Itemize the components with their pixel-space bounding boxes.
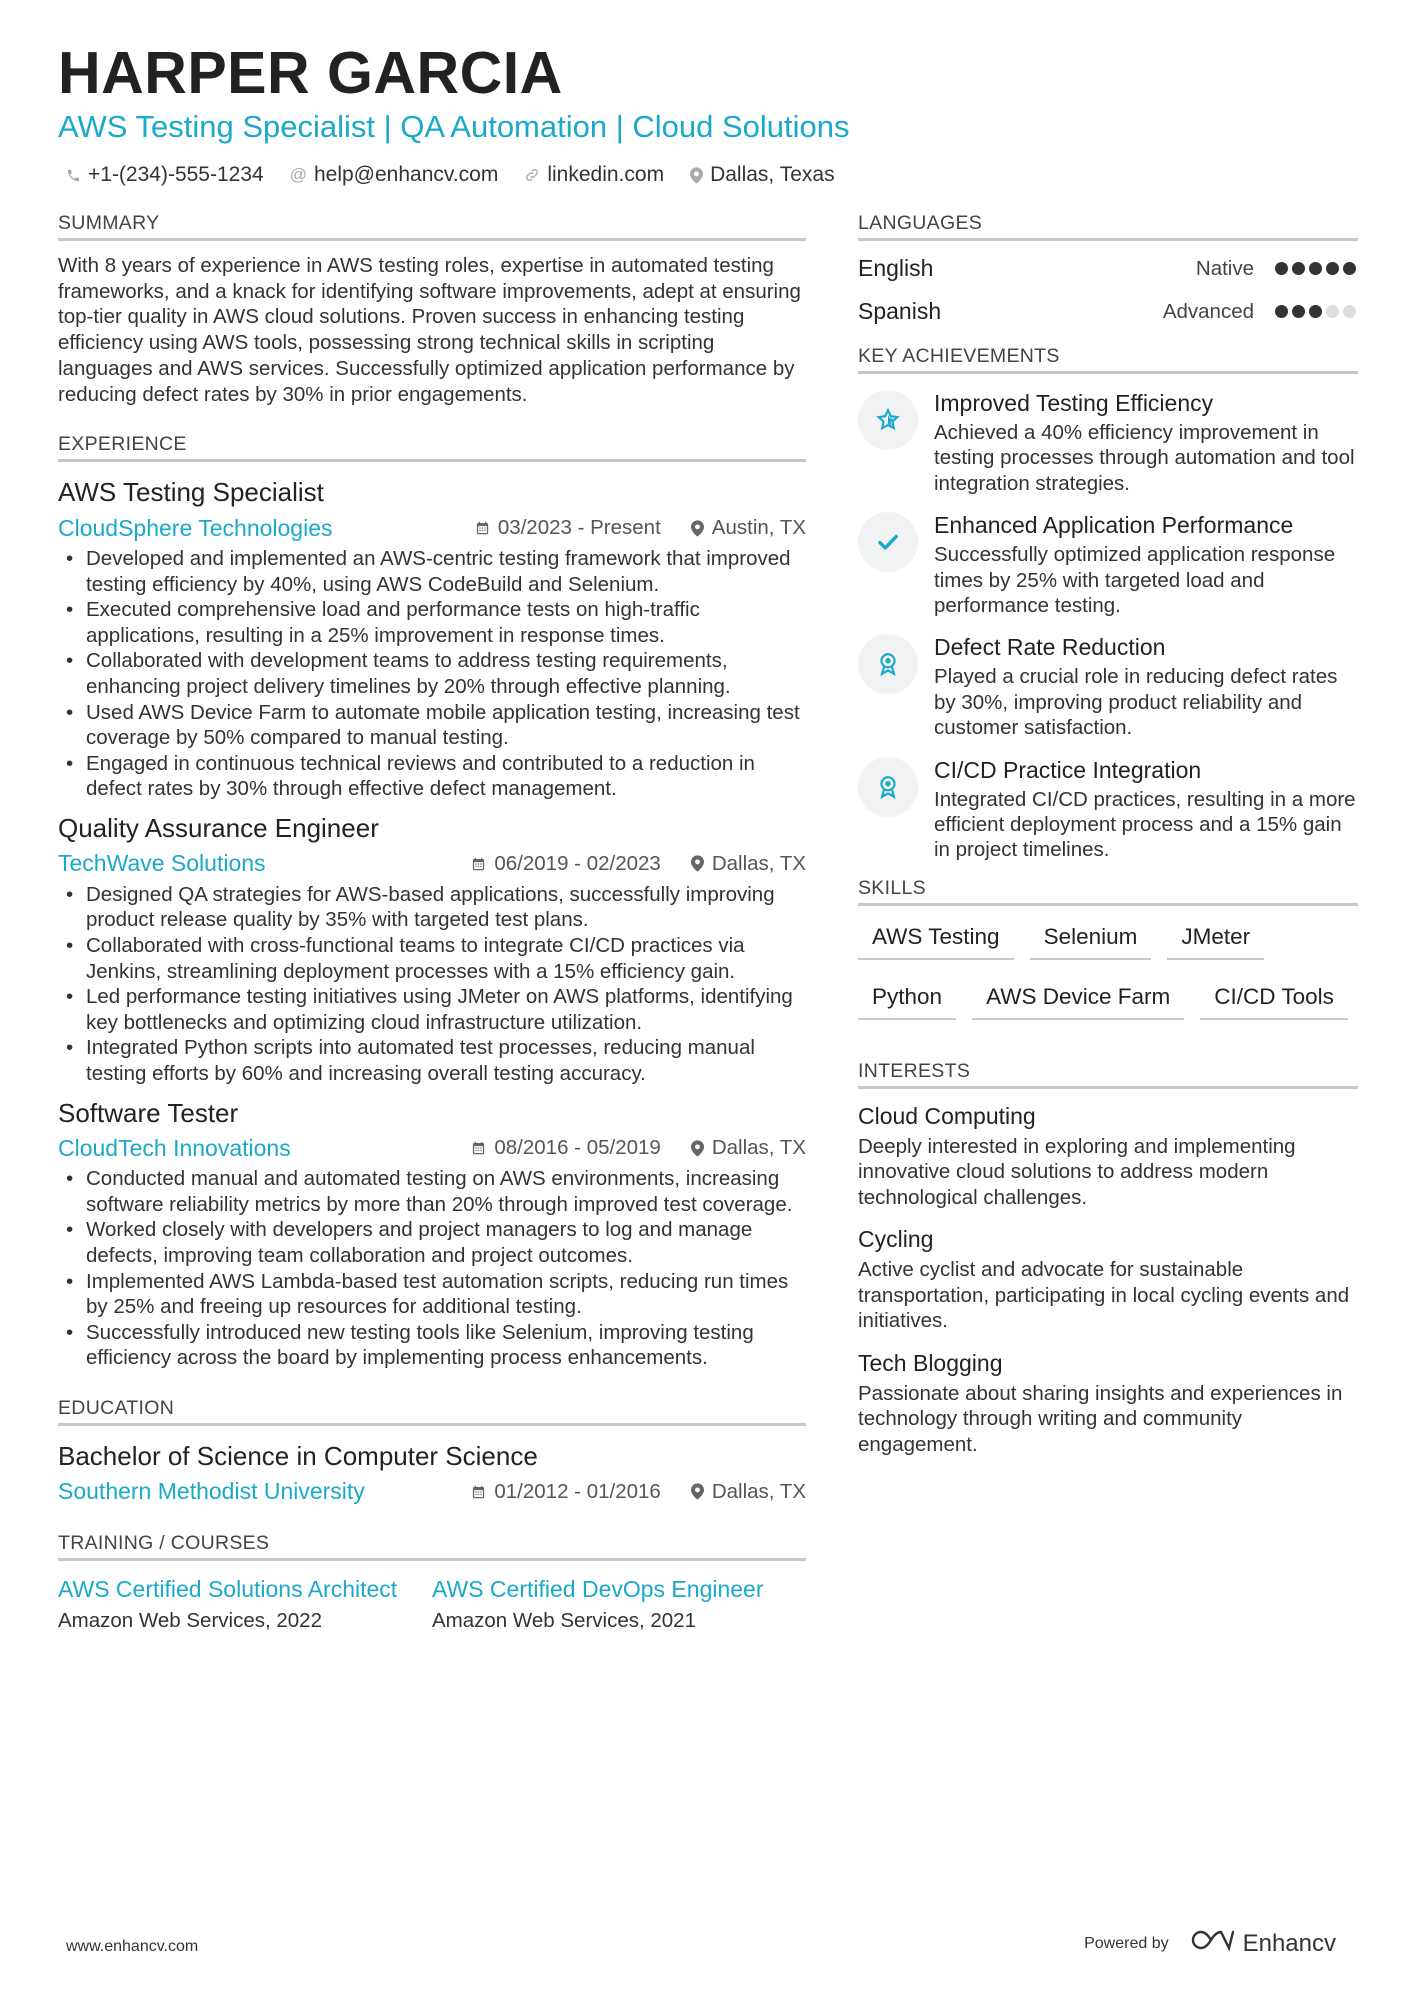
achievement-desc: Achieved a 40% efficiency improvement in testing processes through automation and tool integration strategies. [934, 421, 1355, 495]
location-pin-icon [691, 520, 704, 537]
languages-heading: LANGUAGES [858, 212, 1358, 241]
interest-item [858, 1224, 1358, 1334]
achievement-body [934, 632, 1358, 740]
education-heading: EDUCATION [58, 1397, 806, 1426]
experience-item [58, 476, 806, 802]
skill-tag: JMeter [1167, 918, 1264, 960]
location-pin-icon [691, 1140, 704, 1157]
phone-text[interactable]: +1-(234)-555-1234 [88, 163, 264, 186]
training-heading: TRAINING / COURSES [58, 1532, 806, 1561]
job-location [691, 1136, 806, 1160]
footer-website[interactable]: www.enhancv.com [66, 1938, 199, 1955]
job-dates [475, 516, 661, 540]
course-item [432, 1575, 806, 1633]
achievement-body [934, 755, 1358, 863]
powered-by-label: Powered by [1084, 1934, 1169, 1952]
skills-heading: SKILLS [858, 877, 1358, 906]
email-link[interactable]: help@enhancv.com [313, 163, 499, 186]
calendar-icon [471, 856, 486, 872]
skill-tag: AWS Testing [858, 918, 1014, 960]
rating-dot-filled [1309, 262, 1322, 275]
candidate-name: HARPER GARCIA [58, 40, 563, 106]
education-location-text: Dallas, TX [711, 1479, 806, 1503]
skill-tag: CI/CD Tools [1200, 978, 1348, 1020]
left-column [58, 212, 806, 1633]
rating-dot-filled [1275, 262, 1288, 275]
rating-dot-filled [1343, 262, 1356, 275]
interest-title: Cycling [858, 1226, 934, 1253]
check-icon [858, 512, 918, 572]
interests-heading: INTERESTS [858, 1060, 1358, 1089]
course-title: AWS Certified Solutions Architect [58, 1575, 398, 1602]
enhancv-logo-icon [1191, 1928, 1235, 1959]
company-name: CloudTech Innovations [58, 1134, 291, 1161]
course-title: AWS Certified DevOps Engineer [432, 1575, 764, 1602]
education-dates-text: 01/2012 - 01/2016 [494, 1479, 661, 1503]
bullet-item: • Implemented AWS Lambda-based test automation scripts, reducing run times by 25% and freeing up resources for additional testing. [58, 1269, 806, 1320]
education-location [691, 1480, 806, 1504]
bullet-item: • Conducted manual and automated testing on AWS environments, increasing software reliability metrics by more than 20% through improved test coverage. [58, 1166, 806, 1217]
job-title: AWS Testing Specialist [58, 477, 324, 508]
experience-item [58, 812, 806, 1087]
job-dates-text: 06/2019 - 02/2023 [494, 851, 661, 875]
job-bullets [58, 546, 806, 802]
job-location-text: Austin, TX [711, 516, 806, 540]
job-location [691, 516, 806, 540]
experience-item [58, 1097, 806, 1372]
achievement-item [858, 510, 1358, 618]
rating-dot-empty [1326, 305, 1339, 318]
education-dates [471, 1480, 660, 1504]
job-meta [58, 846, 806, 882]
bullet-item: • Collaborated with development teams to address testing requirements, enhancing project delivery timelines by 20% through effective planning. [58, 648, 806, 699]
job-location-text: Dallas, TX [711, 1136, 806, 1160]
company-name: TechWave Solutions [58, 850, 266, 877]
link-icon [524, 167, 540, 183]
job-meta [58, 510, 806, 546]
job-location [691, 852, 806, 876]
headline: AWS Testing Specialist | QA Automation | Cloud Solutions [58, 109, 850, 144]
phone-icon [66, 168, 81, 183]
job-dates-text: 08/2016 - 05/2019 [494, 1136, 661, 1160]
job-location-text: Dallas, TX [711, 851, 806, 875]
at-icon: @ [289, 165, 307, 184]
achievement-desc: Integrated CI/CD practices, resulting in a more efficient deployment process and a 15% gain in project timelines. [934, 787, 1356, 862]
rating-dot-filled [1275, 305, 1288, 318]
bullet-item: • Collaborated with cross-functional teams to integrate CI/CD practices via Jenkins, streamlining deployment processes with a 15% efficiency gain. [58, 933, 806, 984]
interest-desc: Passionate about sharing insights and experiences in technology through writing and community engagement. [858, 1381, 1343, 1456]
achievement-desc: Played a crucial role in reducing defect rates by 30%, improving product reliability and customer satisfaction. [934, 665, 1338, 740]
courses-list [58, 1575, 806, 1633]
footer-branding [1084, 1928, 1336, 1959]
right-column [858, 212, 1358, 1471]
job-meta [58, 1130, 806, 1166]
achievement-title: Enhanced Application Performance [934, 512, 1294, 539]
achievement-title: Defect Rate Reduction [934, 634, 1166, 661]
language-rating [1275, 262, 1356, 275]
contact-phone [66, 163, 264, 187]
calendar-icon [471, 1140, 486, 1156]
skill-tag: Python [858, 978, 956, 1020]
brand-logo[interactable] [1191, 1928, 1336, 1959]
company-name: CloudSphere Technologies [58, 514, 333, 541]
language-item [858, 247, 1358, 290]
language-name: Spanish [858, 298, 942, 324]
achievement-title: CI/CD Practice Integration [934, 756, 1202, 783]
language-level: Advanced [1162, 299, 1254, 323]
language-level: Native [1195, 256, 1254, 280]
achievement-body [934, 510, 1358, 618]
achievement-body [934, 388, 1358, 496]
job-dates-text: 03/2023 - Present [497, 516, 661, 540]
education-item [58, 1440, 806, 1510]
bullet-item: • Engaged in continuous technical reviews and contributed to a reduction in defect rates by 30% through effective defect management. [58, 751, 806, 802]
interest-item [858, 1101, 1358, 1211]
experience-heading: EXPERIENCE [58, 433, 806, 462]
bullet-item: • Successfully introduced new testing tools like Selenium, improving testing efficiency across the board by implementing process enhancements. [58, 1320, 806, 1371]
star-icon [858, 390, 918, 450]
language-rating [1275, 305, 1356, 318]
rating-dot-filled [1326, 262, 1339, 275]
rating-dot-filled [1292, 305, 1305, 318]
calendar-icon [471, 1484, 486, 1500]
achievement-desc: Successfully optimized application response times by 25% with targeted load and performance testing. [934, 543, 1336, 618]
achievement-title: Improved Testing Efficiency [934, 390, 1214, 416]
calendar-icon [475, 520, 490, 536]
education-meta [58, 1474, 806, 1510]
job-dates [471, 852, 660, 876]
job-dates [471, 1136, 660, 1160]
skills-list [858, 918, 1358, 1020]
location-pin-icon [690, 167, 703, 184]
contact-location [690, 163, 835, 187]
rating-dot-empty [1343, 305, 1356, 318]
bullet-item: • Used AWS Device Farm to automate mobile application testing, increasing test coverage by 50% compared to manual testing. [58, 700, 806, 751]
brand-name: Enhancv [1242, 1929, 1336, 1957]
location-text: Dallas, Texas [710, 163, 835, 186]
job-meta-right [471, 846, 806, 882]
school-name: Southern Methodist University [58, 1478, 365, 1505]
language-name: English [858, 255, 934, 281]
bullet-item: • Executed comprehensive load and performance tests on high-traffic applications, resulting in a 25% improvement in response times. [58, 597, 806, 648]
achievements-heading: KEY ACHIEVEMENTS [858, 345, 1358, 374]
achievement-item [858, 388, 1358, 496]
contact-email [290, 163, 499, 187]
interest-title: Cloud Computing [858, 1102, 1036, 1129]
interest-title: Tech Blogging [858, 1349, 1003, 1376]
location-pin-icon [691, 855, 704, 872]
interest-item [858, 1348, 1358, 1458]
interest-desc: Deeply interested in exploring and implementing innovative cloud solutions to address modern technological challenges. [858, 1134, 1296, 1209]
bullet-item: • Led performance testing initiatives using JMeter on AWS platforms, identifying key bottlenecks and optimizing cloud infrastructure utilization. [58, 984, 806, 1035]
course-issuer: Amazon Web Services, 2021 [432, 1608, 696, 1632]
job-bullets [58, 882, 806, 1087]
contact-bar [66, 163, 835, 187]
degree-title: Bachelor of Science in Computer Science [58, 1441, 538, 1472]
education-meta-right [471, 1474, 806, 1510]
bullet-item: • Designed QA strategies for AWS-based applications, successfully improving product release quality by 35% with targeted test plans. [58, 882, 806, 933]
skill-tag: AWS Device Farm [972, 978, 1184, 1020]
achievement-item [858, 755, 1358, 863]
summary-heading: SUMMARY [58, 212, 806, 241]
bullet-item: • Worked closely with developers and project managers to log and manage defects, improving team collaboration and project outcomes. [58, 1217, 806, 1268]
bullet-item: • Developed and implemented an AWS-centric testing framework that improved testing efficiency by 40%, using AWS CodeBuild and Selenium. [58, 546, 806, 597]
skill-tag: Selenium [1030, 918, 1152, 960]
job-meta-right [475, 510, 806, 546]
job-meta-right [471, 1130, 806, 1166]
contact-linkedin [524, 163, 664, 187]
location-pin-icon [691, 1483, 704, 1500]
interest-desc: Active cyclist and advocate for sustainable transportation, participating in local cycling events and initiatives. [858, 1258, 1350, 1333]
bullet-item: • Integrated Python scripts into automated test processes, reducing manual testing efforts by 60% and increasing overall testing accuracy. [58, 1035, 806, 1086]
job-bullets [58, 1166, 806, 1371]
job-title: Quality Assurance Engineer [58, 812, 379, 843]
course-item [58, 1575, 432, 1633]
rating-dot-filled [1292, 262, 1305, 275]
linkedin-link[interactable]: linkedin.com [547, 163, 665, 186]
award-icon [858, 634, 918, 694]
award-icon [858, 757, 918, 817]
course-issuer: Amazon Web Services, 2022 [58, 1608, 322, 1632]
language-item [858, 290, 1358, 333]
achievement-item [858, 632, 1358, 740]
job-title: Software Tester [58, 1097, 239, 1128]
summary-text: With 8 years of experience in AWS testing roles, expertise in automated testing frameworks, and a knack for identifying software improvements, adept at ensuring top-tier quality in AWS cloud solutions. Proven success in enhancing testing efficiency using AWS tools, possessing strong technical skills in scripting languages and AWS services. Successfully optimized application performance by reducing defect rates by 30% in prior engagements. [58, 254, 801, 406]
rating-dot-filled [1309, 305, 1322, 318]
